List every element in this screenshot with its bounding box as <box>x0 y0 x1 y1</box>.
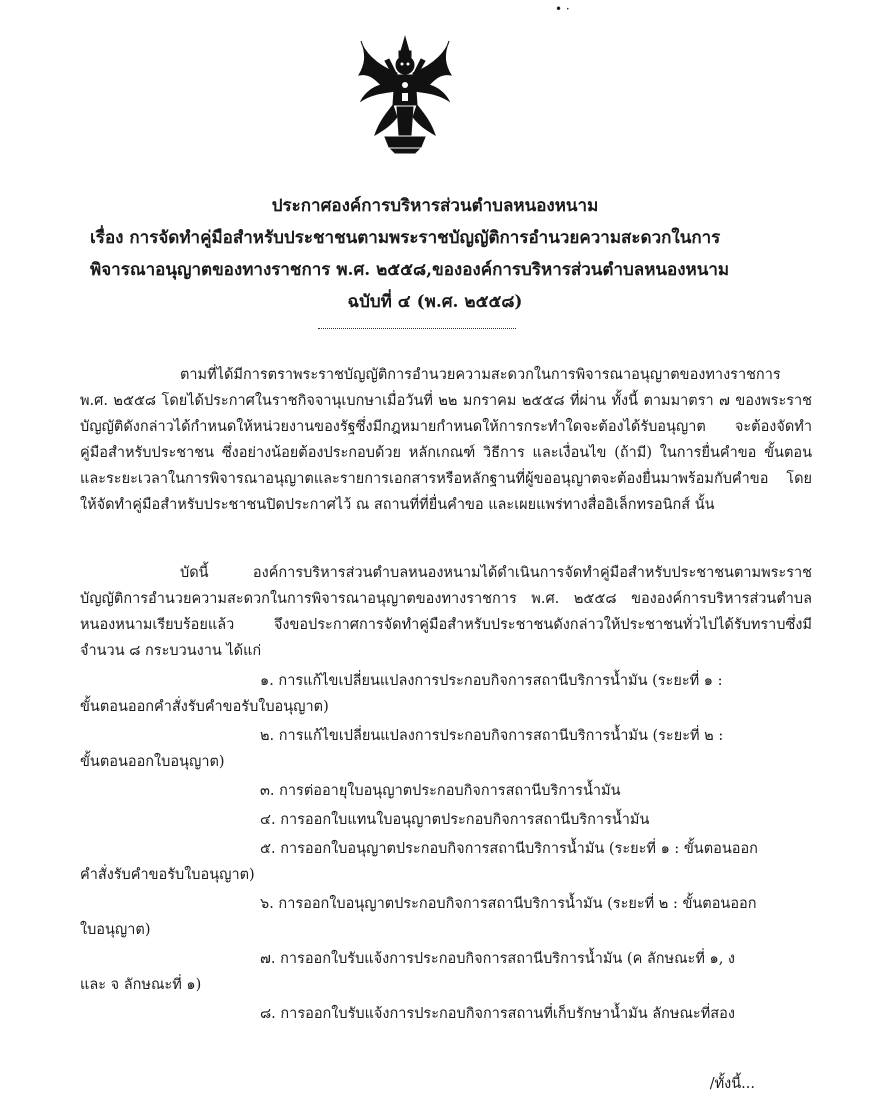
subject-line-1: เรื่อง การจัดทำคู่มือสำหรับประชาชนตามพระราชบัญญัติการอำนวยความสะดวกในการ <box>90 228 721 248</box>
paragraph-2-text: บัดนี้ องค์การบริหารส่วนตำบลหนองหนามได้ดำเนินการจัดทำคู่มือสำหรับประชาชนตามพระราชบัญญัติการอำนวยความสะดวกในการพิจารณาอนุญาตของทางราชการ พ.ศ. ๒๕๕๘ ขององค์การบริหารส่วนตำบลหนองหนามเรียบร้อยแล้ว จึงขอประกาศการจัดทำคู่มือสำหรับประชาชนดังกล่าวให้ประชาชนทั่วไปได้รับทราบซึ่งมีจำนวน ๘ กระบวนงาน ได้แก่ <box>80 565 812 659</box>
dotted-divider <box>318 318 516 329</box>
list-item <box>80 668 812 720</box>
paragraph-1 <box>80 362 812 518</box>
list-item-text: ๖. การออกใบอนุญาตประกอบกิจการสถานีบริการน้ำมัน (ระยะที่ ๒ : ขั้นตอนออก <box>260 896 757 912</box>
list-item-text: ๔. การออกใบแทนใบอนุญาตประกอบกิจการสถานีบริการน้ำมัน <box>260 812 650 828</box>
list-item-continuation: ใบอนุญาต) <box>80 922 151 938</box>
list-item-text: ๑. การแก้ไขเปลี่ยนแปลงการประกอบกิจการสถานีบริการน้ำมัน (ระยะที่ ๑ : <box>260 673 723 689</box>
announcement-header <box>60 190 810 318</box>
scan-speck: • · <box>555 2 570 16</box>
paragraph-1-text: ตามที่ได้มีการตราพระราชบัญญัติการอำนวยความสะดวกในการพิจารณาอนุญาตของทางราชการ พ.ศ. ๒๕๕๘ โดยได้ประกาศในราชกิจจานุเบกษาเมื่อวันที่ ๒๒ มกราคม ๒๕๕๘ ที่ผ่าน ทั้งนี้ ตามมาตรา ๗ ของพระราชบัญญัติดังกล่าวได้กำหนดให้หน่วยงานของรัฐซึ่งมีกฎหมายกำหนดให้การกระทำใดจะต้องได้รับอนุญาต จะต้องจัดทำคู่มือสำหรับประชาชน ซึ่งอย่างน้อยต้องประกอบด้วย หลักเกณฑ์ วิธีการ และเงื่อนไข (ถ้ามี) ในการยื่นคำขอ ขั้นตอนและระยะเวลาในการพิจารณาอนุญาตและรายการเอกสารหรือหลักฐานที่ผู้ขออนุญาตจะต้องยื่นมาพร้อมกับคำขอ โดยให้จัดทำคู่มือสำหรับประชาชนปิดประกาศไว้ ณ สถานที่ที่ยื่นคำขอ และเผยแพร่ทางสื่ออิเล็กทรอนิกส์ นั้น <box>80 367 812 513</box>
list-item-text: ๗. การออกใบรับแจ้งการประกอบกิจการสถานีบริการน้ำมัน (ค ลักษณะที่ ๑, ง <box>260 951 736 967</box>
paragraph-2 <box>80 560 812 664</box>
announcement-title: ประกาศองค์การบริหารส่วนตำบลหนองหนาม <box>271 196 599 216</box>
list-item <box>80 1001 812 1027</box>
list-item-continuation: ขั้นตอนออกใบอนุญาต) <box>80 754 225 770</box>
list-item-text: ๓. การต่ออายุใบอนุญาตประกอบกิจการสถานีบริการน้ำมัน <box>260 783 621 799</box>
edition-line: ฉบับที่ ๔ (พ.ศ. ๒๕๕๘) <box>347 292 523 312</box>
list-item <box>80 946 812 998</box>
garuda-emblem-icon <box>355 35 455 155</box>
subject-line-2: พิจารณาอนุญาตของทางราชการ พ.ศ. ๒๕๕๘,ขององค์การบริหารส่วนตำบลหนองหนาม <box>90 260 730 280</box>
list-item <box>80 778 812 804</box>
list-item <box>80 891 812 943</box>
list-item-continuation: และ จ ลักษณะที่ ๑) <box>80 977 202 993</box>
list-item <box>80 807 812 833</box>
list-item-continuation: คำสั่งรับคำขอรับใบอนุญาต) <box>80 867 255 883</box>
page-continuation-note: /ทั้งนี้... <box>709 1076 755 1092</box>
process-list <box>80 668 812 1030</box>
list-item <box>80 723 812 775</box>
list-item-text: ๕. การออกใบอนุญาตประกอบกิจการสถานีบริการน้ำมัน (ระยะที่ ๑ : ขั้นตอนออก <box>260 841 758 857</box>
list-item <box>80 836 812 888</box>
list-item-text: ๒. การแก้ไขเปลี่ยนแปลงการประกอบกิจการสถานีบริการน้ำมัน (ระยะที่ ๒ : <box>260 728 724 744</box>
list-item-text: ๘. การออกใบรับแจ้งการประกอบกิจการสถานที่เก็บรักษาน้ำมัน ลักษณะที่สอง <box>260 1006 735 1022</box>
list-item-continuation: ขั้นตอนออกคำสั่งรับคำขอรับใบอนุญาต) <box>80 699 329 715</box>
